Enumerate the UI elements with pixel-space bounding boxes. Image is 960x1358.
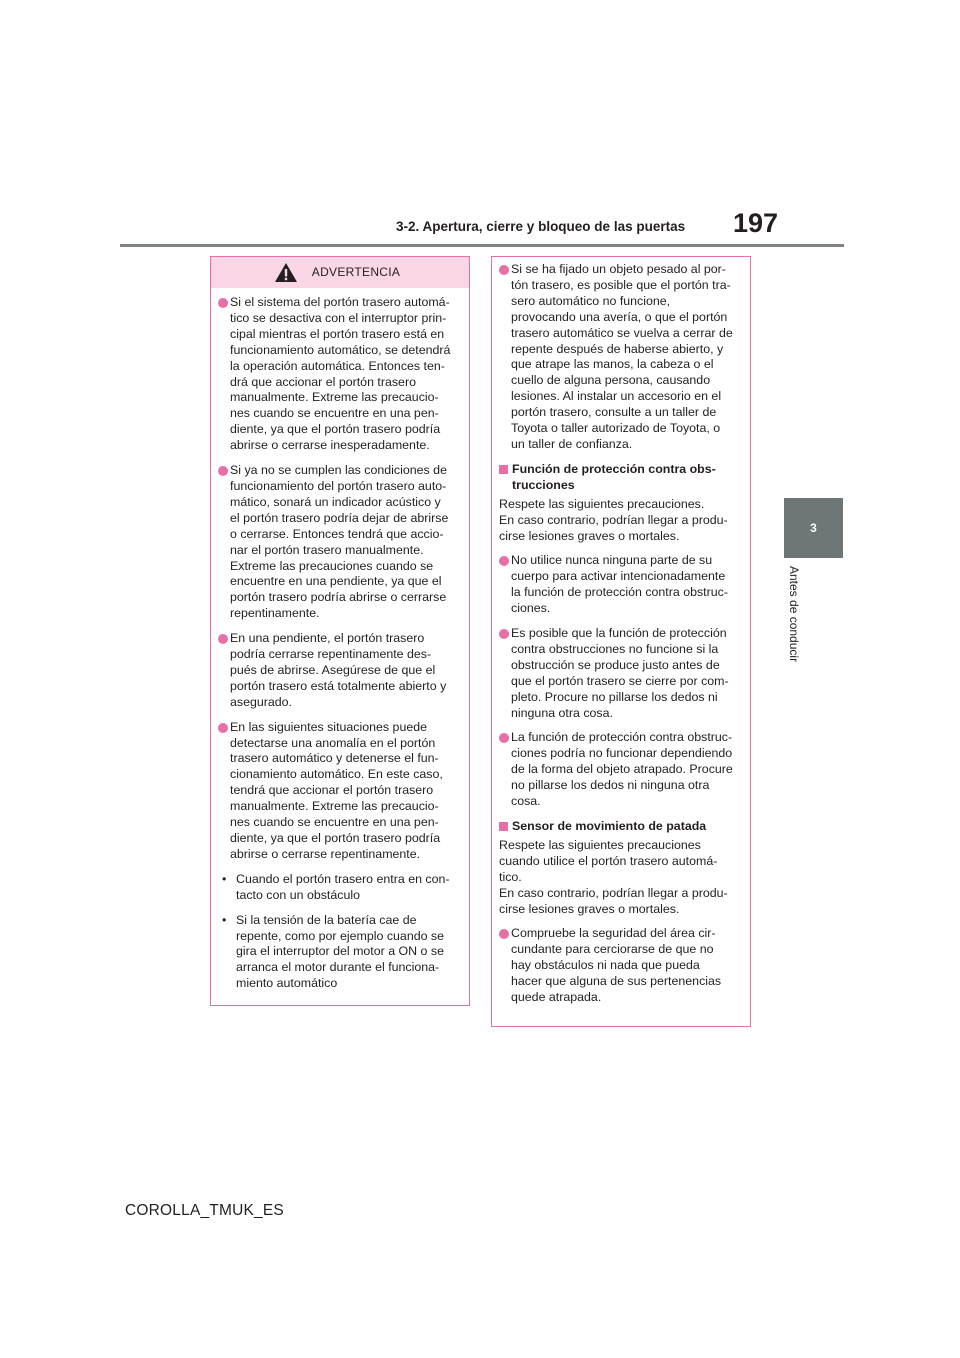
square-bullet-icon — [499, 822, 508, 831]
bullet-icon — [499, 265, 509, 275]
sub-item-text: Cuando el portón trasero entra en con- tacto con un obstáculo — [236, 871, 450, 902]
list-item — [218, 295, 460, 454]
sub-item — [218, 872, 460, 904]
section-heading — [499, 819, 741, 835]
sub-bullet: • — [222, 871, 227, 886]
chapter-tab[interactable]: 3 — [784, 498, 843, 558]
warning-title: ADVERTENCIA — [311, 265, 401, 279]
list-item — [218, 463, 460, 622]
list-item — [499, 730, 741, 810]
item-text: La función de protección contra obstruc- ciones podría no funcionar dependiendo de la forma del objeto atrapado. Procure no pillarse los dedos ni ninguna otra cosa. — [511, 730, 733, 809]
section-title: 3-2. Apertura, cierre y bloqueo de las puertas — [396, 219, 686, 234]
item-text: Si se ha fijado un objeto pesado al por- tón trasero, es posible que el portón tra- sero automático no funcione, provocando una avería, o que el portón trasero automático se vuelva a cerrar de repente después de haberse abierto, y que atrape las manos, la cabeza o el cuello de alguna persona, causando lesiones. Al instalar un accesorio en el portón trasero, consulte a un taller de Toyota o taller autorizado de Toyota, o un taller de confianza. — [511, 262, 733, 451]
heading-text: Función de protección contra obs- trucciones — [512, 461, 716, 492]
list-item — [218, 631, 460, 711]
bullet-icon — [218, 723, 228, 733]
sub-item-text: Si la tensión de la batería cae de repente, como por ejemplo cuando se gira el interruptor del motor a ON o se arranca el motor durante el funciona- miento automático — [236, 912, 445, 991]
bullet-icon — [499, 733, 509, 743]
warning-box-right — [491, 256, 751, 1027]
heading-text: Sensor de movimiento de patada — [512, 819, 707, 833]
warning-box-left — [210, 256, 470, 1006]
list-item — [218, 720, 460, 863]
item-text: Compruebe la seguridad del área cir- cundante para cerciorarse de que no hay obstáculos ni nada que pueda hacer que alguna de sus pertenencias quede atrapada. — [511, 926, 722, 1005]
item-text: En una pendiente, el portón trasero podría cerrarse repentinamente des- pués de abrirse. Asegúrese de que el portón trasero está totalmente abierto y asegurado. — [230, 631, 447, 709]
list-item — [499, 626, 741, 721]
document-code: COROLLA_TMUK_ES — [125, 1202, 284, 1219]
item-text: No utilice nunca ninguna parte de su cuerpo para activar intencionadamente la función de protección contra obstruc- ciones. — [511, 553, 728, 616]
page-number: 197 — [733, 208, 779, 238]
right-content — [492, 257, 750, 1006]
list-item — [499, 262, 741, 453]
bullet-icon — [218, 298, 228, 308]
bullet-icon — [499, 929, 509, 939]
item-text: Es posible que la función de protección contra obstrucciones no funcione si la obstrucción se produce justo antes de que el portón trasero se cierre por com- pleto. Procure no pillarse los dedos ni ninguna otra cosa. — [511, 626, 729, 720]
sub-item — [218, 913, 460, 993]
bullet-icon — [499, 556, 509, 566]
sub-bullet: • — [222, 912, 227, 927]
chapter-label-text: Antes de conducir — [787, 566, 801, 663]
item-text: En las siguientes situaciones puede detectarse una anomalía en el portón trasero automático y detenerse el fun- cionamiento automático. En este caso, tendrá que accionar el portón trasero manualmente. Extreme las precaucio- nes cuando se encuentre en una pen- diente, ya que el portón trasero podría abrirse o cerrarse repentinamente. — [230, 719, 443, 861]
list-item — [499, 926, 741, 1006]
warning-header — [211, 257, 469, 288]
square-bullet-icon — [499, 465, 508, 474]
item-text: Si el sistema del portón trasero automá- tico se desactiva con el interruptor prin- cipal mientras el portón trasero está en funcionamiento automático, se detendrá la operación automática. Entonces ten- drá que accionar el portón trasero manualmente. Extreme las precaucio- nes cuando se encuentre en una pen- diente, ya que el portón trasero podría abrirse o cerrarse inesperadamente. — [230, 295, 451, 453]
bullet-icon — [218, 634, 228, 644]
section-intro: Respete las siguientes precauciones. En caso contrario, podrían llegar a produ- cirse lesiones graves o mortales. — [499, 496, 728, 543]
list-item — [499, 553, 741, 617]
bullet-icon — [218, 466, 228, 476]
warning-triangle-icon — [274, 262, 298, 283]
section-intro: Respete las siguientes precauciones cuando utilice el portón trasero automá- tico. En caso contrario, podrían llegar a produ- cirse lesiones graves o mortales. — [499, 837, 728, 916]
left-content — [211, 288, 469, 992]
item-text: Si ya no se cumplen las condiciones de funcionamiento del portón trasero auto- mático, sonará un indicador acústico y el portón trasero podría dejar de abrirse o cerrarse. Entonces tendrá que accio- nar el portón trasero manualmente. Extreme las precauciones cuando se encuentre en una pendiente, ya que el portón trasero podría abrirse o cerrarse repentinamente. — [230, 463, 449, 621]
header-rule — [120, 244, 844, 247]
bullet-icon — [499, 629, 509, 639]
chapter-label — [786, 566, 806, 696]
section-heading — [499, 462, 741, 494]
